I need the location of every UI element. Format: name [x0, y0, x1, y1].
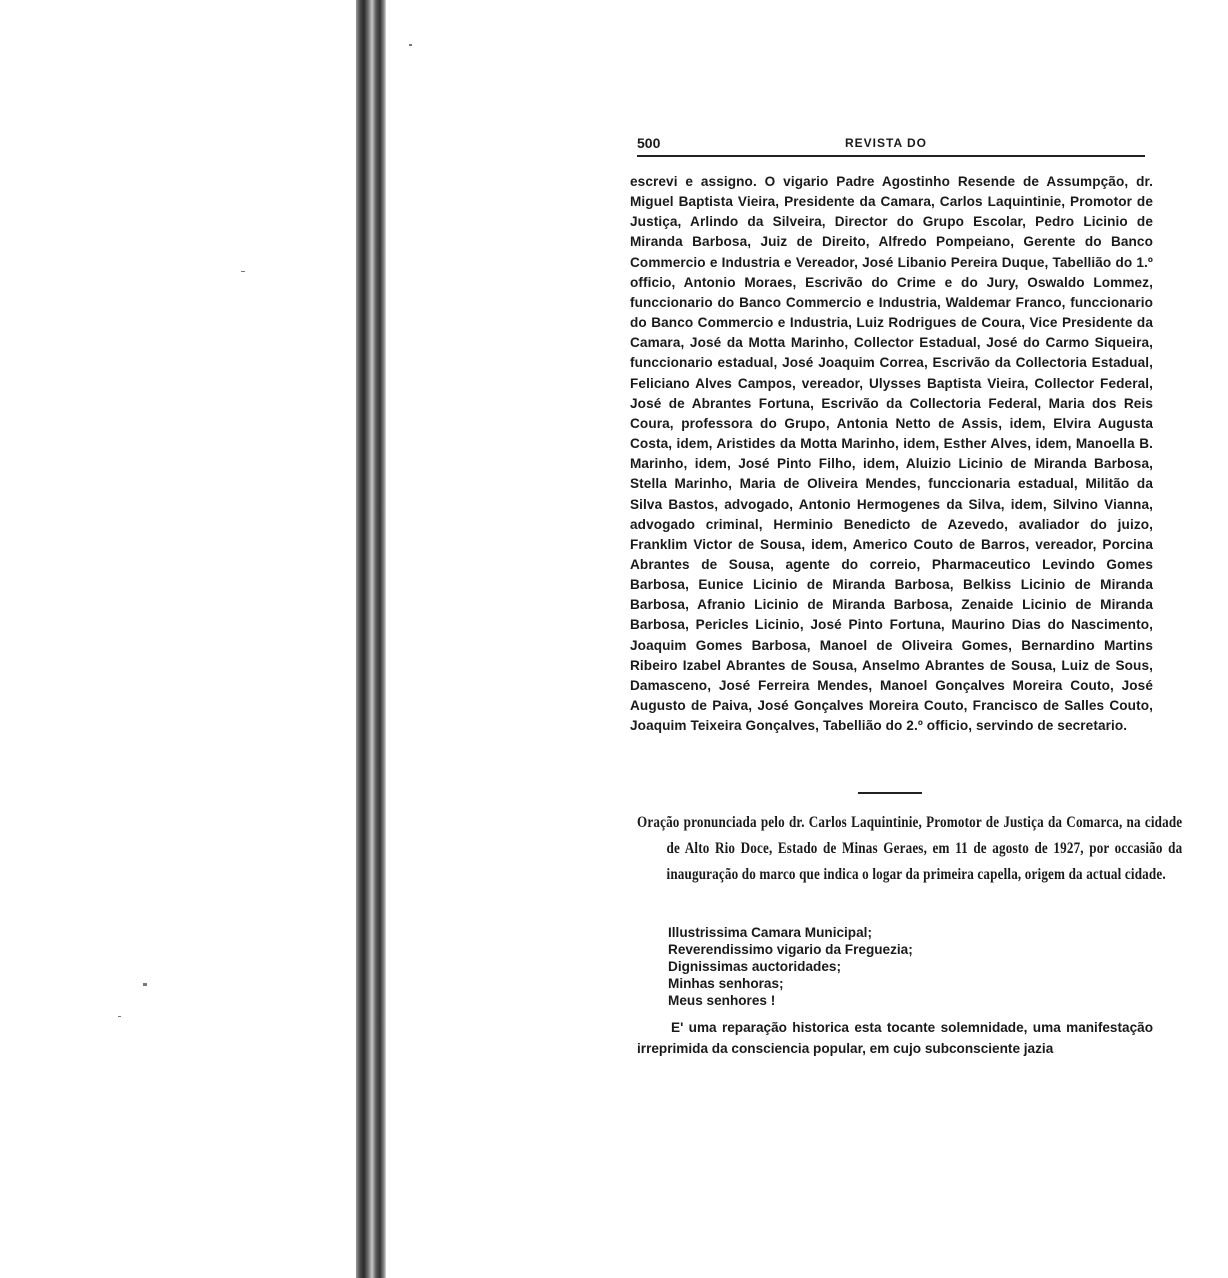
running-head: REVISTA DO: [845, 136, 928, 150]
signatories-paragraph: escrevi e assigno. O vigario Padre Agostinho Resende de Assumpção, dr. Miguel Baptista Vieira, Presidente da Camara, Carlos Laquintinie, Promotor de Justiça, Arlindo da Silveira, Director do Grupo Escolar, Pedro Licinio de Miranda Barbosa, Juiz de Direito, Alfredo Pompeiano, Gerente do Banco Commercio e Industria e Vereador, José Libanio Pereira Duque, Tabellião do 1.º officio, Antonio Moraes, Escrivão do Crime e do Jury, Oswaldo Lommez, funccionario do Banco Commercio e Industria, Waldemar Franco, funccionario do Banco Commercio e Industria, Luiz Rodrigues de Coura, Vice Presidente da Camara, José da Motta Marinho, Collector Estadual, José do Carmo Siqueira, funccionario estadual, José Joaquim Correa, Escrivão da Collectoria Estadual, Feliciano Alves Campos, vereador, Ulysses Baptista Vieira, Collector Federal, José de Abrantes Fortuna, Escrivão da Collectoria Federal, Maria dos Reis Coura, professora do Grupo, Antonia Netto de Assis, idem, Elvira Augusta Costa, idem, Aristides da Motta Marinho, idem, Esther Alves, idem, Manoella B. Marinho, idem, José Pinto Filho, idem, Aluizio Licinio de Miranda Barbosa, Stella Marinho, Maria de Oliveira Mendes, funccionaria estadual, Militão da Silva Bastos, advogado, Antonio Hermogenes da Silva, idem, Silvino Vianna, advogado criminal, Herminio Benedicto de Azevedo, avaliador do juizo, Franklim Victor de Sousa, idem, Americo Couto de Barros, vereador, Porcina Abrantes de Sousa, agente do correio, Pharmaceutico Levindo Gomes Barbosa, Eunice Licinio de Miranda Barbosa, Belkiss Licinio de Miranda Barbosa, Afranio Licinio de Miranda Barbosa, Zenaide Licinio de Miranda Barbosa, Pericles Licinio, José Pinto Fortuna, Maurino Dias do Nascimento, Joaquim Gomes Barbosa, Manoel de Oliveira Gomes, Bernardino Martins Ribeiro Izabel Abrantes de Sousa, Anselmo Abrantes de Sousa, Luiz de Sous, Damasceno, José Ferreira Mendes, Manoel Gonçalves Moreira Couto, José Augusto de Paiva, José Gonçalves Moreira Couto, Francisco de Salles Couto, Joaquim Teixeira Gonçalves, Tabellião do 2.º officio, servindo de secretario.: [630, 174, 1153, 734]
page-header: [637, 133, 1145, 155]
section-separator: [858, 792, 922, 794]
scan-speck: [409, 44, 412, 46]
salutation-line: Illustrissima Camara Municipal;: [668, 925, 872, 940]
salutation-line: Reverendissimo vigario da Freguezia;: [668, 942, 913, 957]
salutation-list: [668, 924, 913, 1009]
salutation-line: Dignissimas auctoridades;: [668, 959, 841, 974]
header-rule: [637, 155, 1145, 159]
salutation-line: Meus senhores !: [668, 993, 776, 1008]
scan-speck: [118, 1016, 121, 1017]
scan-speck: [143, 983, 147, 986]
oration-body-paragraph: E' uma reparação historica esta tocante solemnidade, uma manifestação irreprimida da consciencia popular, em cujo subconsciente jazia: [637, 1020, 1153, 1056]
scan-speck: [241, 271, 245, 272]
salutation-line: Minhas senhoras;: [668, 976, 784, 991]
book-binding-shadow: [356, 0, 386, 1278]
oration-title: Oração pronunciada pelo dr. Carlos Laquintinie, Promotor de Justiça da Comarca, na cidade de Alto Rio Doce, Estado de Minas Geraes, em 11 de agosto de 1927, por occasião da inauguração do marco que indica o logar da primeira capella, origem da actual cidade.: [637, 814, 1183, 883]
page-number: 500: [637, 135, 661, 151]
